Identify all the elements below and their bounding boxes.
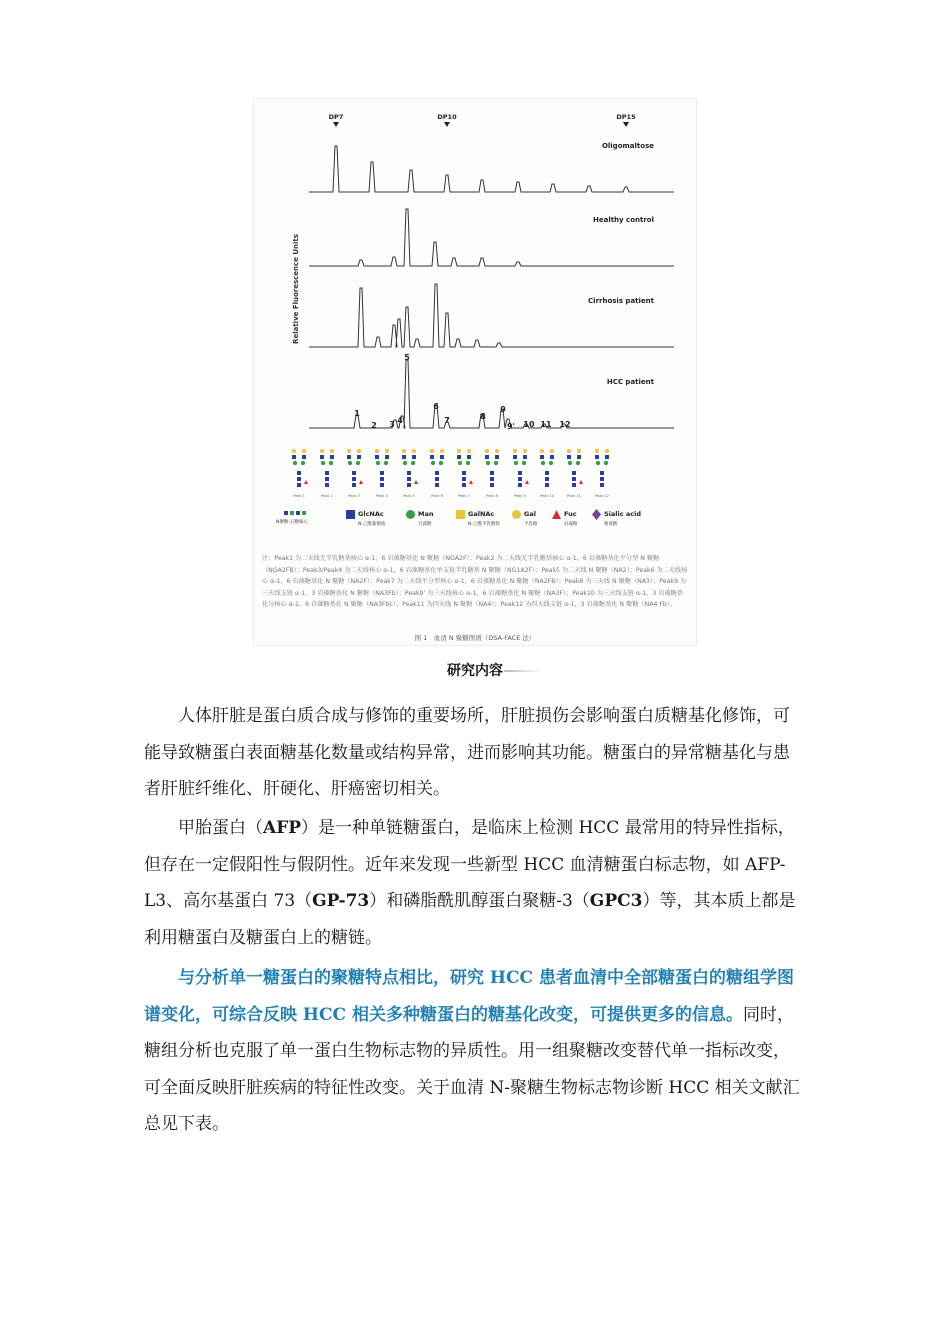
legend-circle-icon: [406, 510, 415, 519]
peak-number: 6: [433, 402, 439, 411]
fuc-triangle: [304, 480, 308, 484]
glycnac-square: [380, 477, 384, 481]
glycan-structure: [430, 449, 444, 498]
gal-circle: [467, 449, 471, 453]
glycan-structure: [402, 449, 418, 498]
core-glycan-mark: [296, 511, 300, 515]
man-circle: [431, 461, 435, 465]
glycnac-square: [567, 455, 571, 459]
glycnac-square: [545, 483, 549, 487]
glycan-structure: [375, 449, 389, 498]
glycnac-square: [490, 483, 494, 487]
man-circle: [329, 461, 333, 465]
glycnac-square: [430, 455, 434, 459]
glycnac-square: [540, 455, 544, 459]
glycan-structure: [567, 449, 583, 498]
glycnac-square: [572, 471, 576, 475]
man-circle: [596, 461, 600, 465]
glycnac-square: [550, 455, 554, 459]
paragraph-1: [144, 698, 804, 808]
man-circle: [301, 461, 305, 465]
glycnac-square: [605, 455, 609, 459]
paragraph-3-text: 同时，糖组分析也克服了单一蛋白生物标志物的异质性。用一组聚糖改变替代单一指标改变，可全面反映肝脏疾病的特征性改变。关于血清 N-聚糖生物标志物诊断 HCC 相关文献汇总见下表。: [144, 1004, 800, 1134]
glycnac-square: [572, 483, 576, 487]
man-circle: [514, 461, 518, 465]
fuc-triangle: [359, 480, 363, 484]
glycnac-square: [352, 483, 356, 487]
gal-circle: [412, 449, 416, 453]
man-circle: [604, 461, 608, 465]
gal-circle: [320, 449, 324, 453]
glycan-peak-label: Peak 7: [458, 494, 470, 498]
peak-number: 3: [389, 420, 395, 429]
glycan-peak-label: Peak 9: [514, 494, 526, 498]
man-circle: [568, 461, 572, 465]
man-circle: [411, 461, 415, 465]
gal-circle: [540, 449, 544, 453]
man-circle: [522, 461, 526, 465]
gal-circle: [357, 449, 361, 453]
trace-line: [309, 284, 674, 347]
legend-square-icon: [456, 510, 465, 519]
glycnac-square: [467, 455, 471, 459]
glycnac-square: [330, 455, 334, 459]
glycnac-square: [518, 483, 522, 487]
core-glycan-mark: [302, 511, 306, 515]
core-glycan-mark: [284, 511, 288, 515]
man-circle: [486, 461, 490, 465]
paragraph-2: [144, 810, 804, 956]
glycan-structure: [595, 449, 609, 498]
trace-label: Healthy control: [592, 216, 654, 224]
glycnac-square: [375, 455, 379, 459]
glycnac-square: [495, 455, 499, 459]
legend-item-cn: 岩藻糖: [564, 522, 578, 527]
glycan-peak-label: Peak 11: [567, 494, 581, 498]
legend-item-cn: 甘露糖: [418, 522, 432, 527]
fuc-triangle: [525, 480, 529, 484]
gal-circle: [550, 449, 554, 453]
peak-number: 11: [540, 420, 552, 429]
gal-circle: [385, 449, 389, 453]
man-circle: [356, 461, 360, 465]
man-circle: [576, 461, 580, 465]
section-label: [428, 661, 522, 681]
gal-circle: [347, 449, 351, 453]
p2-text-b: ）是一种单链糖蛋白，是临床上检测 HCC 最常用的特异性指标，但存在一定假阳性与假阴性。近年来发现一些新型 HCC 血清糖蛋白标志物，如 AFP-L3、高尔基蛋白 73（: [144, 818, 795, 911]
glycnac-square: [412, 455, 416, 459]
glycnac-square: [440, 455, 444, 459]
man-circle: [549, 461, 553, 465]
peak-number: 5: [404, 353, 410, 362]
legend-item-name: Fuc: [564, 510, 577, 518]
man-circle: [384, 461, 388, 465]
peak-number: 12: [559, 420, 571, 429]
peak-number: 9': [506, 422, 516, 431]
gal-circle: [577, 449, 581, 453]
gal-circle: [605, 449, 609, 453]
legend-diamond-icon: [592, 509, 601, 520]
dp-marker-label: DP15: [616, 113, 636, 121]
man-circle: [458, 461, 462, 465]
trace-line: [309, 360, 674, 428]
gal-circle: [440, 449, 444, 453]
gal-circle: [513, 449, 517, 453]
dp-marker-arrow: [444, 122, 450, 127]
trace-line: [309, 146, 674, 192]
glycnac-square: [297, 471, 301, 475]
figure-note: 注：Peak1 为二天线无半乳糖基核心 α-1，6 岩藻糖基化 N 聚糖（NGA2F）；Peak2 为二天线无半乳糖基核心 α-1，6 岩藻糖基化平分型 N 聚糖（NGA2FB）；Peak3/Peak4 为二天线核心 α-1，6 岩藻糖基化单支链半乳糖基 N 聚糖（NG1A2F）；Peak5 为二天线 N 聚糖（NA2）；Peak6 为二天线核心 α-1，6 岩藻糖基化 N 聚糖（NA2F）；Peak7 为二天线平分型核心 α-1，6 岩藻糖基化 N 聚糖（NA2FB）；Peak8 为三天线 N 聚糖（NA3）；Peak9 为三天线支链 α-1，3 岩藻糖基化 N 聚糖（NA3Fb）；Peak9' 为三天线核心 α-1，6 岩藻糖基化 N 聚糖（NA3F）；Peak10 为三天线支链 α-1，3 岩藻糖基化与核心 α-1，6 岩藻糖基化 N 聚糖（NA3Fbc）；Peak11 为四天线 N 聚糖（NA4）；Peak12 为四天线支链 α-1，3 岩藻糖基化 N 聚糖（NA4 Fb）。: [262, 555, 688, 608]
y-axis-label: Relative Fluorescence Units: [292, 234, 300, 344]
gal-circle: [302, 449, 306, 453]
man-circle: [403, 461, 407, 465]
glycnac-square: [462, 483, 466, 487]
glycnac-square: [490, 477, 494, 481]
glycnac-square: [407, 471, 411, 475]
section-label-text: 研究内容: [443, 663, 507, 679]
peak-number: 8: [480, 412, 486, 421]
glycnac-square: [325, 477, 329, 481]
glycan-peak-label: Peak 12: [595, 494, 609, 498]
peak-number: 1: [354, 409, 360, 418]
peak-number: 9: [500, 405, 506, 414]
glycnac-square: [297, 483, 301, 487]
gal-circle: [567, 449, 571, 453]
glycnac-square: [595, 455, 599, 459]
legend-triangle-icon: [552, 510, 561, 519]
glycnac-square: [352, 471, 356, 475]
legend-lead-label: N聚糖-五糖核心: [276, 520, 308, 525]
glycan-structure: [540, 449, 554, 498]
glycan-peak-label: Peak 10: [540, 494, 554, 498]
glycnac-square: [462, 477, 466, 481]
dp-marker-label: DP10: [437, 113, 457, 121]
man-circle: [541, 461, 545, 465]
legend-item-cn: N-乙酰半乳糖胺: [468, 522, 500, 527]
legend-item-cn: 唾液酸: [604, 522, 618, 527]
glycnac-square: [402, 455, 406, 459]
glycan-structure: [457, 449, 473, 498]
glycnac-square: [407, 477, 411, 481]
glycnac-square: [600, 477, 604, 481]
glycan-structure: [320, 449, 334, 498]
paragraph-3-highlight: 与分析单一糖蛋白的聚糖特点相比，研究 HCC 患者血清中全部糖蛋白的糖组学图谱变化，可综合反映 HCC 相关多种糖蛋白的糖基化改变，可提供更多的信息。: [144, 968, 794, 1025]
glycnac-square: [545, 477, 549, 481]
glycnac-square: [600, 471, 604, 475]
glycnac-square: [462, 471, 466, 475]
gal-circle: [523, 449, 527, 453]
glycnac-square: [325, 483, 329, 487]
glycnac-square: [407, 483, 411, 487]
legend-square-icon: [346, 510, 355, 519]
glycan-peak-label: Peak 8: [486, 494, 498, 498]
glycnac-square: [600, 483, 604, 487]
man-circle: [348, 461, 352, 465]
man-circle: [439, 461, 443, 465]
gal-circle: [402, 449, 406, 453]
glycan-structure: [485, 449, 499, 498]
glycan-peak-label: Peak 3: [348, 494, 360, 498]
glycnac-square: [320, 455, 324, 459]
man-circle: [494, 461, 498, 465]
glycan-peak-label: Peak 5: [403, 494, 415, 498]
glycnac-square: [490, 471, 494, 475]
section-label-divider: [504, 670, 542, 672]
glycnac-square: [380, 483, 384, 487]
glycnac-square: [577, 455, 581, 459]
man-circle: [293, 461, 297, 465]
p2-text-a: 甲胎蛋白（: [178, 818, 263, 838]
glycnac-square: [457, 455, 461, 459]
glycan-peak-label: Peak 1: [293, 494, 305, 498]
glycan-peak-label: Peak 2: [321, 494, 333, 498]
gal-circle: [330, 449, 334, 453]
p2-text-d: ）等，其本质上都是利用糖蛋白及糖蛋白上的糖链。: [144, 891, 796, 948]
p2-gp73: GP-73: [312, 891, 370, 911]
legend-item-name: GlcNAc: [358, 510, 384, 518]
glycnac-square: [302, 455, 306, 459]
legend-item-cn: N-乙酰葡糖胺: [358, 522, 386, 527]
man-circle: [466, 461, 470, 465]
trace-label: Cirrhosis patient: [588, 297, 654, 305]
man-circle: [321, 461, 325, 465]
p2-afp: AFP: [263, 818, 302, 838]
glycnac-square: [518, 471, 522, 475]
glycnac-square: [292, 455, 296, 459]
legend-item-name: Sialic acid: [604, 510, 641, 518]
glycnac-square: [297, 477, 301, 481]
p2-text-c: ）和磷脂酰肌醇蛋白聚糖-3（: [369, 891, 590, 911]
glycan-peak-label: Peak 6: [431, 494, 443, 498]
glycan-structure: [347, 449, 363, 498]
legend-item-cn: 半乳糖: [524, 522, 538, 527]
peak-number: 4: [397, 416, 403, 425]
dp-marker-arrow: [623, 122, 629, 127]
peak-number: 2: [371, 421, 377, 430]
peak-number: 7: [444, 416, 450, 425]
glycnac-square: [435, 483, 439, 487]
man-circle: [376, 461, 380, 465]
glycnac-square: [357, 455, 361, 459]
gal-circle: [485, 449, 489, 453]
gal-circle: [457, 449, 461, 453]
core-glycan-mark: [290, 511, 294, 515]
glycnac-square: [435, 477, 439, 481]
glycnac-square: [380, 471, 384, 475]
glycnac-square: [352, 477, 356, 481]
glycan-peak-label: Peak 4: [376, 494, 388, 498]
glycnac-square: [572, 477, 576, 481]
gal-circle: [375, 449, 379, 453]
paragraph-1-text: 人体肝脏是蛋白质合成与修饰的重要场所，肝脏损伤会影响蛋白质糖基化修饰，可能导致糖蛋白表面糖基化数量或结构异常，进而影响其功能。糖蛋白的异常糖基化与患者肝脏纤维化、肝硬化、肝癌密切相关。: [144, 706, 790, 799]
glycnac-square: [385, 455, 389, 459]
glycnac-square: [545, 471, 549, 475]
glycnac-square: [435, 471, 439, 475]
gal-circle: [495, 449, 499, 453]
glycnac-square: [347, 455, 351, 459]
glycnac-square: [523, 455, 527, 459]
paragraph-3: [144, 960, 804, 1143]
figure-caption: 图 1 血清 N 聚糖图谱（DSA-FACE 法）: [414, 634, 536, 642]
glycnac-square: [325, 471, 329, 475]
dp-marker-label: DP7: [328, 113, 344, 121]
peak-number: 10: [523, 420, 535, 429]
fuc-triangle: [579, 480, 583, 484]
gal-circle: [430, 449, 434, 453]
glycnac-square: [518, 477, 522, 481]
gal-circle: [595, 449, 599, 453]
legend-item-name: Man: [418, 510, 434, 518]
fuc-triangle: [469, 480, 473, 484]
gal-circle: [292, 449, 296, 453]
glycan-structure: [513, 449, 529, 498]
legend-item-name: Gal: [524, 510, 536, 518]
glycnac-square: [513, 455, 517, 459]
trace-label: HCC patient: [606, 378, 654, 386]
legend-item-name: GalNAc: [468, 510, 495, 518]
fuc-triangle: [414, 480, 418, 484]
dp-marker-arrow: [333, 122, 339, 127]
trace-label: Oligomaltose: [601, 142, 654, 150]
electropherogram-figure: [253, 98, 697, 646]
glycan-structure: [292, 449, 308, 498]
p2-gpc3: GPC3: [589, 891, 643, 911]
legend-circle-icon: [512, 510, 521, 519]
glycnac-square: [485, 455, 489, 459]
